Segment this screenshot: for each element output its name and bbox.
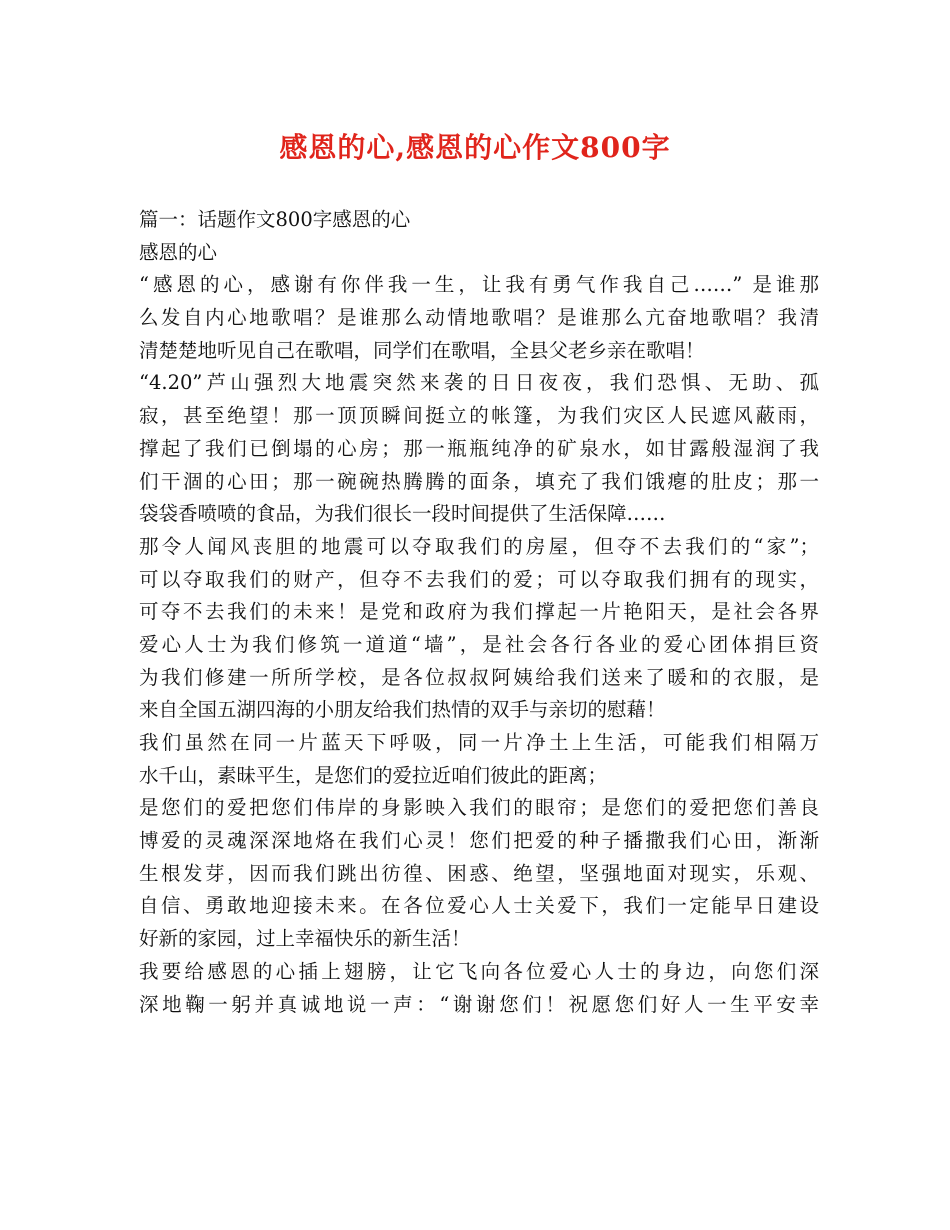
text-line: 清楚楚地听见自己在歌唱，同学们在歌唱，全县父老乡亲在歌唱！ bbox=[139, 338, 705, 362]
text-line: 是您们的爱把您们伟岸的身影映入我们的眼帘；是您们的爱把您们善良 bbox=[139, 796, 819, 820]
text-line: 可夺不去我们的未来！是党和政府为我们撑起一片艳阳天，是社会各界 bbox=[139, 600, 819, 624]
text-line: 篇一：话题作文800字感恩的心 bbox=[139, 208, 411, 231]
text-line: 寂，甚至绝望！那一顶顶瞬间挺立的帐篷，为我们灾区人民遮风蔽雨， bbox=[139, 404, 819, 428]
text-line: 好新的家园，过上幸福快乐的新生活！ bbox=[139, 927, 471, 951]
document-body bbox=[139, 204, 819, 1021]
text-line: 深地鞠一躬并真诚地说一声：“谢谢您们！祝愿您们好人一生平安幸 bbox=[139, 992, 819, 1016]
text-line: 袋袋香喷喷的食品，为我们很长一段时间提供了生活保障…… bbox=[139, 502, 666, 526]
text-line: 爱心人士为我们修筑一道道“墙”，是社会各行各业的爱心团体捐巨资 bbox=[139, 632, 819, 656]
text-line: 水千山，素昧平生，是您们的爱拉近咱们彼此的距离； bbox=[139, 763, 608, 787]
text-line: 可以夺取我们的财产，但夺不去我们的爱；可以夺取我们拥有的现实， bbox=[139, 567, 819, 591]
text-line: 们干涸的心田；那一碗碗热腾腾的面条，填充了我们饿瘪的肚皮；那一 bbox=[139, 469, 819, 493]
text-line: 么发自内心地歌唱？是谁那么动情地歌唱？是谁那么亢奋地歌唱？我清 bbox=[139, 306, 819, 330]
text-line: 生根发芽，因而我们跳出彷徨、困惑、绝望，坚强地面对现实，乐观、 bbox=[139, 861, 819, 885]
text-line: 我要给感恩的心插上翅膀，让它飞向各位爱心人士的身边，向您们深 bbox=[139, 959, 819, 983]
text-line: 来自全国五湖四海的小朋友给我们热情的双手与亲切的慰藉！ bbox=[139, 698, 666, 722]
text-line: 感恩的心 bbox=[139, 240, 218, 264]
text-line: 我们虽然在同一片蓝天下呼吸，同一片净土上生活，可能我们相隔万 bbox=[139, 731, 819, 754]
text-line: “感恩的心，感谢有你伴我一生，让我有勇气作我自己……” 是谁那 bbox=[139, 273, 819, 297]
text-line: “4.20”芦山强烈大地震突然来袭的日日夜夜，我们恐惧、无助、孤 bbox=[139, 371, 819, 395]
text-line: 为我们修建一所所学校，是各位叔叔阿姨给我们送来了暖和的衣服，是 bbox=[139, 665, 819, 689]
text-line: 那令人闻风丧胆的地震可以夺取我们的房屋，但夺不去我们的“家”； bbox=[139, 534, 819, 558]
text-line: 自信、勇敢地迎接未来。在各位爱心人士关爱下，我们一定能早日建设 bbox=[139, 894, 819, 918]
text-line: 博爱的灵魂深深地烙在我们心灵！您们把爱的种子播撒我们心田，渐渐 bbox=[139, 829, 819, 853]
text-line: 撑起了我们已倒塌的心房；那一瓶瓶纯净的矿泉水，如甘露般湿润了我 bbox=[139, 436, 819, 460]
document-title: 感恩的心,感恩的心作文800字 bbox=[279, 131, 671, 164]
